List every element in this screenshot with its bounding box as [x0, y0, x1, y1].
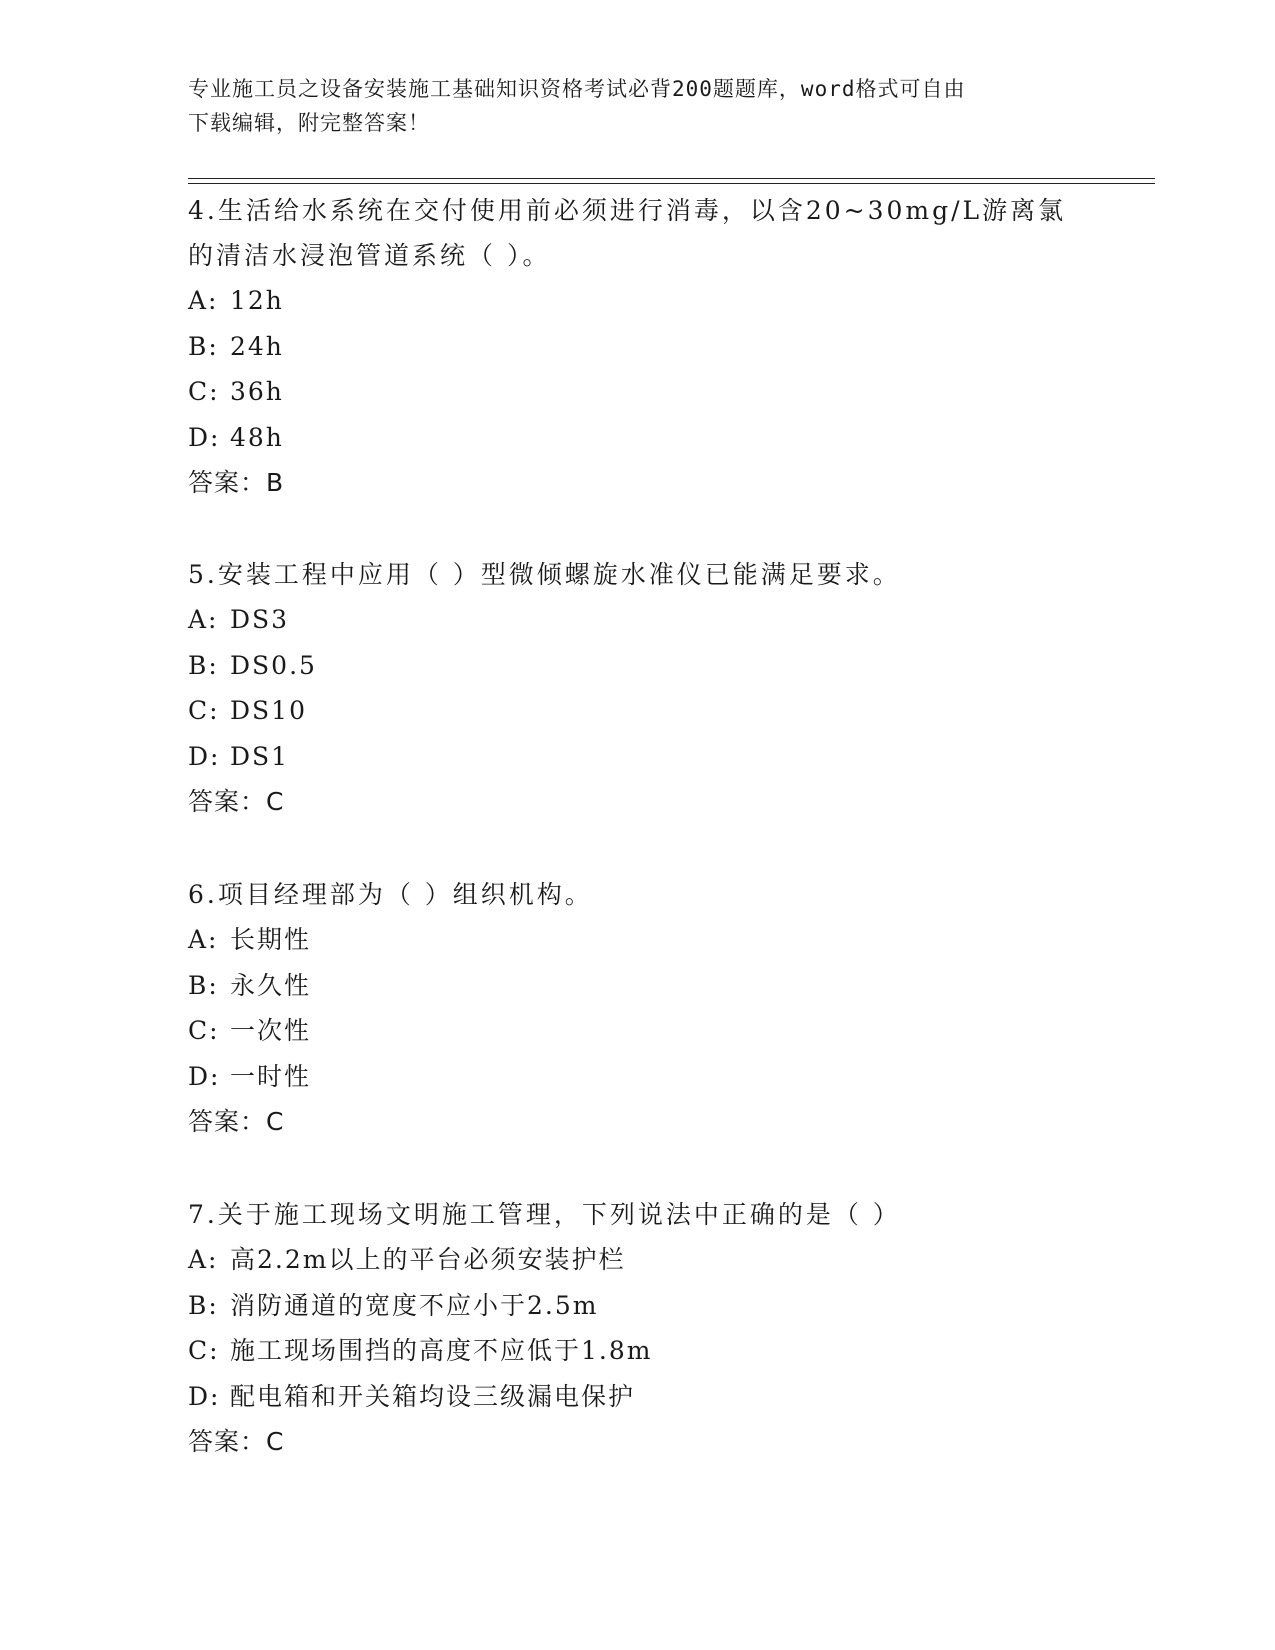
option-text: 一次性	[230, 1016, 312, 1045]
option-c	[188, 1008, 1088, 1054]
option-key: A:	[188, 286, 219, 315]
option-b	[188, 963, 1088, 1009]
option-key: A:	[188, 1245, 219, 1274]
option-text: 一时性	[230, 1061, 312, 1091]
option-text: 12h	[230, 286, 284, 315]
option-c	[188, 1328, 1088, 1374]
header-divider-bottom	[188, 183, 1155, 184]
option-text: 36h	[230, 377, 284, 406]
question-stem: 6.项目经理部为（ ）组织机构。	[188, 880, 593, 909]
question-5	[188, 552, 1088, 824]
option-key: D:	[188, 1061, 221, 1091]
option-text: DS0.5	[230, 650, 317, 680]
option-d	[188, 1054, 1088, 1100]
option-d	[188, 415, 1088, 461]
option-text: 配电箱和开关箱均设三级漏电保护	[230, 1381, 636, 1411]
answer: 答案：C	[188, 1427, 285, 1456]
option-text: 施工现场围挡的高度不应低于1.8m	[230, 1336, 653, 1365]
question-stem: 5.安装工程中应用（ ）型微倾螺旋水准仪已能满足要求。	[188, 560, 901, 589]
option-a	[188, 597, 1088, 643]
document-header	[188, 72, 1068, 140]
option-key: A:	[188, 925, 219, 954]
answer: 答案：B	[188, 468, 285, 497]
option-key: B:	[188, 331, 219, 361]
option-key: D:	[188, 1381, 221, 1411]
answer: 答案：C	[188, 1107, 285, 1136]
option-text: DS10	[230, 696, 307, 725]
option-text: 高2.2m以上的平台必须安装护栏	[230, 1245, 626, 1274]
option-b	[188, 1283, 1088, 1329]
question-4	[188, 188, 1088, 505]
option-c	[188, 369, 1088, 415]
option-key: B:	[188, 650, 219, 680]
option-text: 24h	[230, 331, 284, 361]
option-text: 长期性	[230, 925, 312, 954]
answer: 答案：C	[188, 787, 285, 816]
question-stem-line-1: 4.生活给水系统在交付使用前必须进行消毒，以含20~30mg/L游离氯	[188, 196, 1067, 225]
question-stem	[188, 188, 1088, 278]
option-text: 永久性	[230, 970, 312, 1000]
option-a	[188, 1237, 1088, 1283]
option-d	[188, 1374, 1088, 1420]
option-text: DS3	[230, 605, 290, 634]
option-key: C:	[188, 1016, 220, 1045]
option-key: D:	[188, 741, 221, 771]
option-key: C:	[188, 1336, 220, 1365]
option-text: DS1	[230, 741, 290, 771]
option-text: 48h	[230, 422, 284, 452]
option-key: C:	[188, 377, 220, 406]
question-6	[188, 872, 1088, 1144]
option-a	[188, 917, 1088, 963]
question-7	[188, 1192, 1088, 1464]
question-stem-line-2: 的清洁水浸泡管道系统（ ）。	[188, 241, 551, 270]
option-c	[188, 688, 1088, 734]
option-key: C:	[188, 696, 220, 725]
option-key: B:	[188, 970, 219, 1000]
option-b	[188, 643, 1088, 689]
option-key: B:	[188, 1290, 219, 1320]
header-divider-top	[188, 178, 1155, 179]
option-a	[188, 278, 1088, 324]
header-line-2: 下载编辑，附完整答案！	[188, 111, 430, 135]
header-line-1: 专业施工员之设备安装施工基础知识资格考试必背200题题库，word格式可自由	[188, 77, 966, 101]
option-key: A:	[188, 605, 219, 634]
option-b	[188, 324, 1088, 370]
option-key: D:	[188, 422, 221, 452]
option-d	[188, 734, 1088, 780]
option-text: 消防通道的宽度不应小于2.5m	[230, 1290, 599, 1320]
question-stem: 7.关于施工现场文明施工管理，下列说法中正确的是（ ）	[188, 1200, 901, 1229]
